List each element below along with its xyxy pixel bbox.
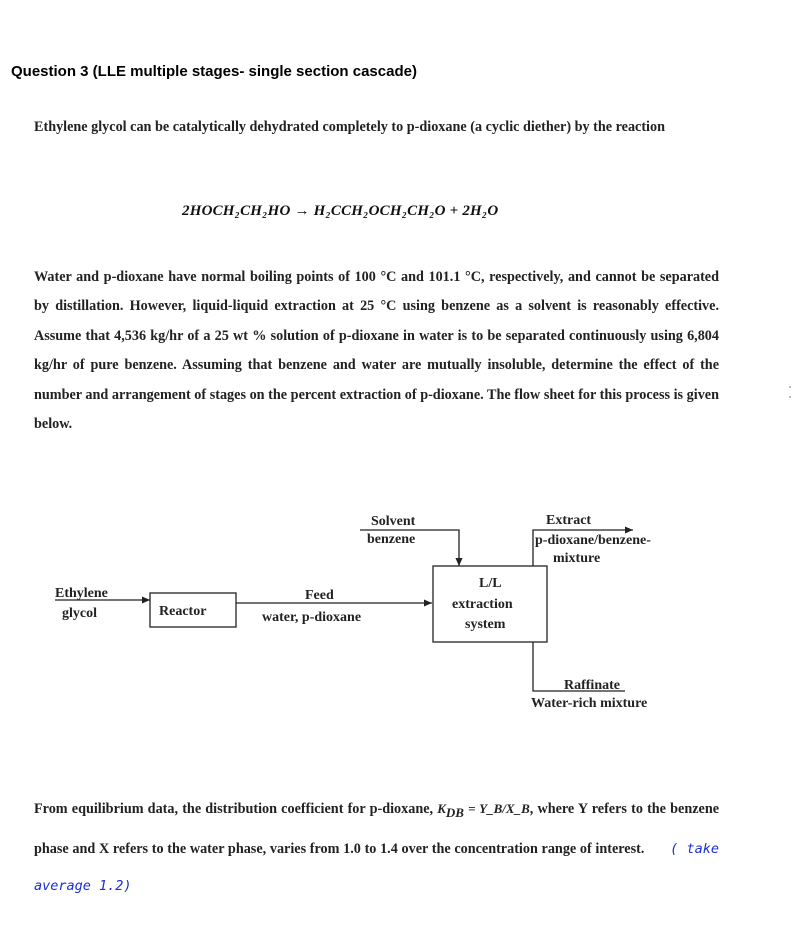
system-label-1: L/L <box>479 576 502 591</box>
extract-label-2: p-dioxane/benzene- <box>535 533 651 548</box>
solvent-label-1: Solvent <box>371 514 416 529</box>
raffinate-label-2: Water-rich mixture <box>531 696 648 711</box>
k-symbol: K <box>437 801 446 816</box>
reaction-equation: 2HOCH₂CH₂HO → H₂CCH₂OCH₂CH₂O + 2H₂O <box>182 203 499 219</box>
system-label-3: system <box>465 617 506 632</box>
question-heading: Question 3 (LLE multiple stages- single section cascade) <box>11 63 417 80</box>
solvent-label-2: benzene <box>367 532 416 547</box>
extract-label-3: mixture <box>553 551 601 566</box>
equilibrium-text-before: From equilibrium data, the distribution coefficient for p-dioxane, <box>34 801 434 817</box>
system-label-2: extraction <box>452 597 513 612</box>
equilibrium-text-after: , where Y refers to the benzene phase and X refers to the water phase, varies from 1.0 to 1.4 over the concentration range of interest. <box>34 801 720 857</box>
k-ratio: = Y_B/X_B <box>468 801 530 816</box>
feed-label-1: Feed <box>305 588 334 603</box>
equilibrium-paragraph <box>34 790 719 905</box>
feed-label-2: water, p-dioxane <box>262 610 362 625</box>
reactor-label: Reactor <box>159 604 207 619</box>
flow-sheet-diagram <box>0 490 803 730</box>
handwritten-note: ( take average 1.2) <box>34 840 719 894</box>
problem-paragraph: Water and p-dioxane have normal boiling points of 100 °C and 101.1 °C, respectively, and cannot be separated by distillation. However, liquid-liquid extraction at 25 °C using benzene as a solvent is reasonably effective. Assume that 4,536 kg/hr of a 25 wt % solution of p-dioxane in water is to be separated continuously using 6,804 kg/hr of pure benzene. Assuming that benzene and water are mutually insoluble, determine the effect of the number and arrangement of stages on the percent extraction of p-dioxane. The flow sheet for this process is given below. <box>34 269 719 433</box>
ethylene-label-2: glycol <box>62 606 97 621</box>
extract-label-1: Extract <box>546 513 592 528</box>
k-subscript: DB <box>445 804 464 820</box>
intro-paragraph: Ethylene glycol can be catalytically dehydrated completely to p-dioxane (a cyclic diether) by the reaction <box>34 119 665 135</box>
margin-mark <box>789 386 791 388</box>
ethylene-label-1: Ethylene <box>55 586 108 601</box>
raffinate-label-1: Raffinate <box>564 678 620 693</box>
margin-mark <box>789 396 791 398</box>
